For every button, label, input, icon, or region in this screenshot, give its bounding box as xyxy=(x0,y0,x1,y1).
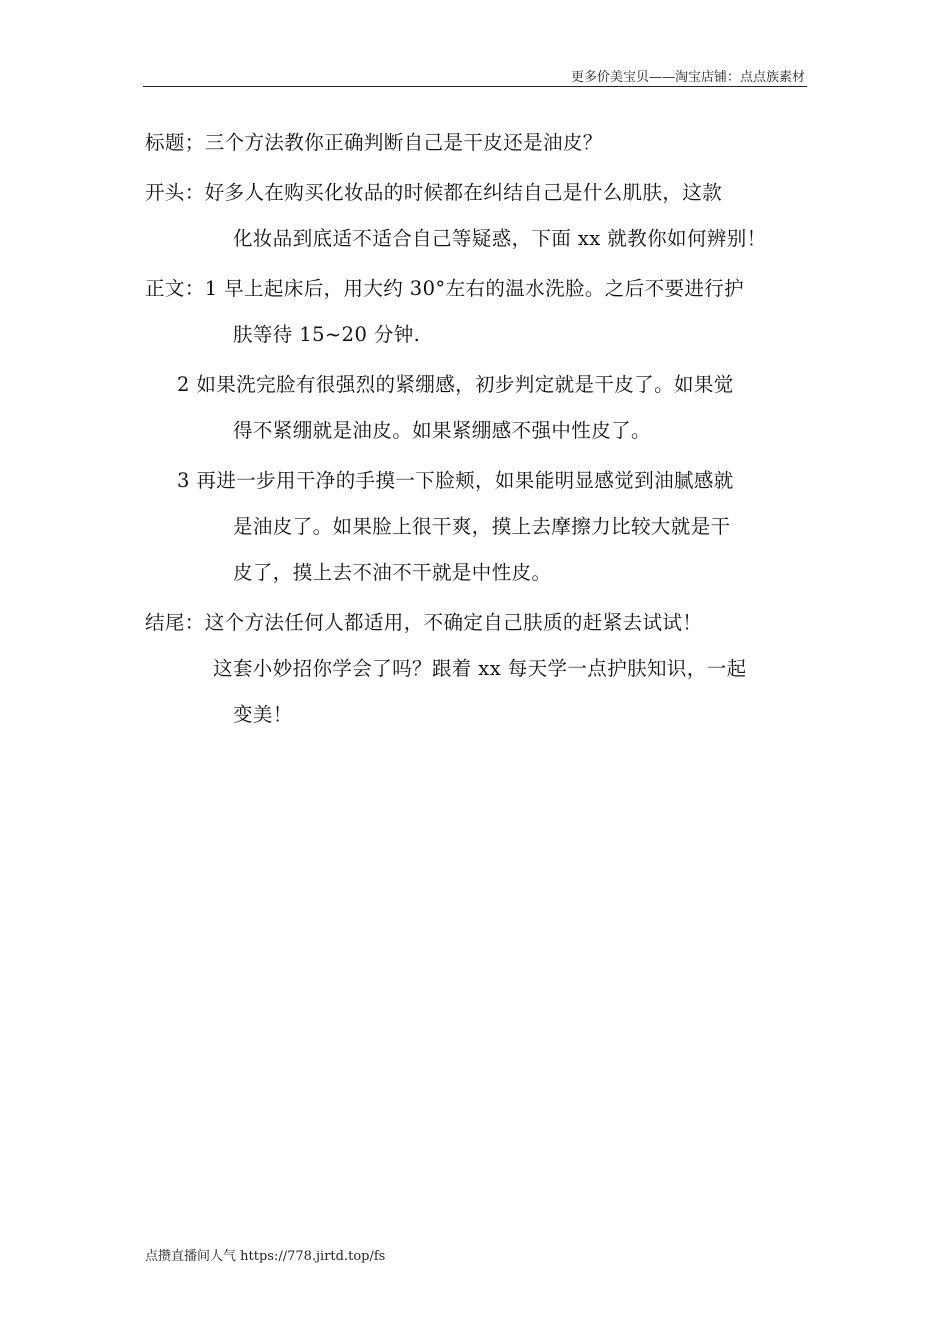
ending-line-2: 这套小妙招你学会了吗？跟着 xx 每天学一点护肤知识，一起 xyxy=(213,657,747,680)
body-p3-line-2: 是油皮了。如果脸上很干爽，摸上去摩擦力比较大就是干 xyxy=(233,515,731,538)
body-p2-line-1: 2 如果洗完脸有很强烈的紧绷感，初步判定就是干皮了。如果觉 xyxy=(177,373,734,396)
page-header: 更多价美宝贝——淘宝店铺：点点族素材 xyxy=(570,70,805,85)
body-paragraph-1 xyxy=(145,266,810,358)
body-p3-line-3: 皮了，摸上去不油不干就是中性皮。 xyxy=(233,561,552,584)
body-paragraph-3 xyxy=(145,458,810,596)
body-p3-line-1: 3 再进一步用干净的手摸一下脸颊，如果能明显感觉到油腻感就 xyxy=(177,469,734,492)
document-body xyxy=(145,120,810,742)
body-p1-line-2: 肤等待 15~20 分钟. xyxy=(233,323,421,346)
intro-line-2: 化妆品到底适不适合自己等疑惑，下面 xx 就教你如何辨别！ xyxy=(233,227,767,250)
body-paragraph-2 xyxy=(145,362,810,454)
title-paragraph xyxy=(145,120,810,166)
ending-paragraph xyxy=(145,600,810,738)
intro-line-1: 开头：好多人在购买化妆品的时候都在纠结自己是什么肌肤，这款 xyxy=(145,181,723,204)
page-footer: 点攒直播间人气 https://778.jirtd.top/fs xyxy=(145,1249,386,1264)
body-p1-line-1: 正文：1 早上起床后，用大约 30°左右的温水洗脸。之后不要进行护 xyxy=(145,277,745,300)
ending-line-3: 变美！ xyxy=(233,703,293,726)
ending-line-1: 结尾：这个方法任何人都适用，不确定自己肤质的赶紧去试试！ xyxy=(145,611,703,634)
body-p2-line-2: 得不紧绷就是油皮。如果紧绷感不强中性皮了。 xyxy=(233,419,651,442)
header-divider xyxy=(143,86,807,87)
title-line: 标题；三个方法教你正确判断自己是干皮还是油皮？ xyxy=(145,131,603,154)
intro-paragraph xyxy=(145,170,810,262)
